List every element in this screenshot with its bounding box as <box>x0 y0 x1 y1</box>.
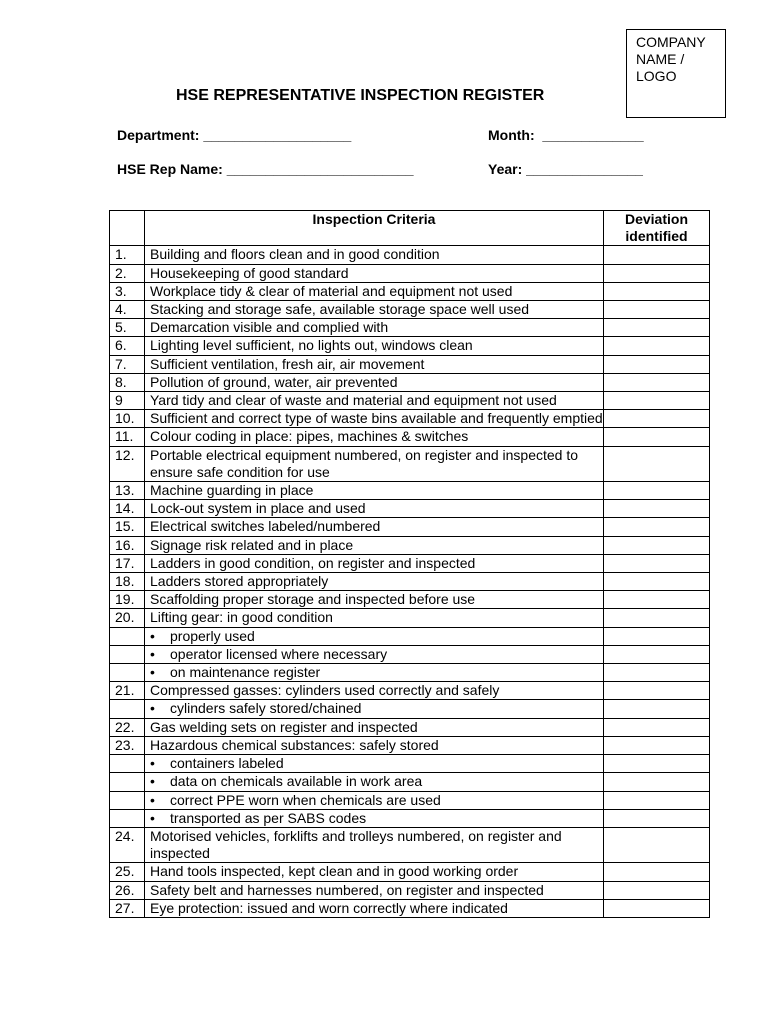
criterion-text: transported as per SABS codes <box>170 809 367 826</box>
criterion-text: Hand tools inspected, kept clean and in good working order <box>145 863 604 881</box>
criterion-text: Scaffolding proper storage and inspected before use <box>145 591 604 609</box>
criterion-text: correct PPE worn when chemicals are used <box>170 791 441 808</box>
row-number: 3. <box>110 282 145 300</box>
criterion-text: Safety belt and harnesses numbered, on register and inspected <box>145 881 604 899</box>
table-row <box>110 428 710 446</box>
table-row <box>110 863 710 881</box>
criterion-text: Pollution of ground, water, air prevented <box>145 373 604 391</box>
deviation-cell[interactable] <box>604 282 710 300</box>
criterion-text: Gas welding sets on register and inspected <box>145 718 604 736</box>
deviation-cell[interactable] <box>604 755 710 773</box>
criterion-text: operator licensed where necessary <box>170 645 388 662</box>
criterion-text: Signage risk related and in place <box>145 536 604 554</box>
company-logo-placeholder: COMPANY NAME / LOGO <box>626 29 726 118</box>
row-number <box>110 700 145 718</box>
row-number <box>110 645 145 663</box>
row-number: 12. <box>110 446 145 481</box>
inspection-register-table <box>109 210 710 918</box>
row-number: 27. <box>110 899 145 917</box>
criterion-text: Yard tidy and clear of waste and material and equipment not used <box>145 392 604 410</box>
deviation-cell[interactable] <box>604 264 710 282</box>
deviation-cell[interactable] <box>604 863 710 881</box>
table-row <box>110 282 710 300</box>
row-number: 23. <box>110 736 145 754</box>
criterion-text: data on chemicals available in work area <box>170 773 423 790</box>
row-number: 24. <box>110 827 145 862</box>
criterion-text: cylinders safely stored/chained <box>170 700 362 717</box>
year-field[interactable]: Year: _______________ <box>488 161 643 177</box>
row-number: 4. <box>110 301 145 319</box>
deviation-cell[interactable] <box>604 518 710 536</box>
criterion-text: Workplace tidy & clear of material and equipment not used <box>145 282 604 300</box>
table-row <box>110 573 710 591</box>
row-number: 22. <box>110 718 145 736</box>
row-number: 19. <box>110 591 145 609</box>
table-row <box>110 301 710 319</box>
criterion-text: on maintenance register <box>170 664 321 681</box>
bullet-icon: • <box>150 809 155 826</box>
bullet-icon: • <box>150 700 155 717</box>
header-number <box>110 211 145 246</box>
table-row <box>110 319 710 337</box>
deviation-cell[interactable] <box>604 881 710 899</box>
table-row <box>110 881 710 899</box>
row-number: 5. <box>110 319 145 337</box>
row-number: 25. <box>110 863 145 881</box>
row-number: 26. <box>110 881 145 899</box>
sub-criterion-cell <box>145 791 604 809</box>
row-number: 13. <box>110 482 145 500</box>
table-header-row <box>110 211 710 246</box>
table-row <box>110 482 710 500</box>
hse-rep-name-field[interactable]: HSE Rep Name: ________________________ <box>117 161 414 177</box>
table-row <box>110 736 710 754</box>
sub-criterion-cell <box>145 664 604 682</box>
criterion-text: Hazardous chemical substances: safely stored <box>145 736 604 754</box>
table-row <box>110 373 710 391</box>
table-row <box>110 682 710 700</box>
criterion-text: Machine guarding in place <box>145 482 604 500</box>
sub-criterion-cell <box>145 755 604 773</box>
row-number <box>110 627 145 645</box>
table-row <box>110 518 710 536</box>
bullet-icon: • <box>150 645 155 662</box>
table-row <box>110 809 710 827</box>
criterion-text: Ladders stored appropriately <box>145 573 604 591</box>
header-inspection-criteria: Inspection Criteria <box>145 211 604 246</box>
row-number: 7. <box>110 355 145 373</box>
bullet-icon: • <box>150 773 155 790</box>
row-number: 20. <box>110 609 145 627</box>
sub-criterion-cell <box>145 645 604 663</box>
deviation-cell[interactable] <box>604 773 710 791</box>
table-row <box>110 645 710 663</box>
deviation-cell[interactable] <box>604 645 710 663</box>
row-number: 6. <box>110 337 145 355</box>
row-number: 18. <box>110 573 145 591</box>
deviation-cell[interactable] <box>604 392 710 410</box>
row-number <box>110 755 145 773</box>
criterion-text: Lighting level sufficient, no lights out, windows clean <box>145 337 604 355</box>
deviation-cell[interactable] <box>604 500 710 518</box>
deviation-cell[interactable] <box>604 410 710 428</box>
criterion-text: Eye protection: issued and worn correctly where indicated <box>145 899 604 917</box>
criterion-text: Motorised vehicles, forklifts and trolleys numbered, on register and inspected <box>145 827 604 862</box>
row-number <box>110 664 145 682</box>
table-row <box>110 536 710 554</box>
deviation-cell[interactable] <box>604 609 710 627</box>
sub-criterion-cell <box>145 809 604 827</box>
table-row <box>110 264 710 282</box>
table-row <box>110 246 710 264</box>
row-number <box>110 809 145 827</box>
deviation-cell[interactable] <box>604 664 710 682</box>
table-row <box>110 446 710 481</box>
deviation-cell[interactable] <box>604 246 710 264</box>
sub-criterion-cell <box>145 700 604 718</box>
deviation-cell[interactable] <box>604 682 710 700</box>
deviation-cell[interactable] <box>604 791 710 809</box>
sub-criterion-cell <box>145 627 604 645</box>
deviation-cell[interactable] <box>604 355 710 373</box>
criterion-text: Compressed gasses: cylinders used correctly and safely <box>145 682 604 700</box>
table-row <box>110 337 710 355</box>
deviation-cell[interactable] <box>604 428 710 446</box>
table-row <box>110 609 710 627</box>
row-number: 15. <box>110 518 145 536</box>
criterion-text: Housekeeping of good standard <box>145 264 604 282</box>
deviation-cell[interactable] <box>604 573 710 591</box>
row-number: 11. <box>110 428 145 446</box>
table-row <box>110 791 710 809</box>
row-number: 14. <box>110 500 145 518</box>
page-title: HSE REPRESENTATIVE INSPECTION REGISTER <box>176 87 545 104</box>
deviation-cell[interactable] <box>604 736 710 754</box>
deviation-cell[interactable] <box>604 446 710 481</box>
row-number <box>110 773 145 791</box>
table-row <box>110 773 710 791</box>
row-number: 17. <box>110 554 145 572</box>
table-row <box>110 591 710 609</box>
deviation-cell[interactable] <box>604 809 710 827</box>
table-row <box>110 554 710 572</box>
criterion-text: Building and floors clean and in good condition <box>145 246 604 264</box>
row-number: 10. <box>110 410 145 428</box>
deviation-cell[interactable] <box>604 627 710 645</box>
deviation-cell[interactable] <box>604 301 710 319</box>
deviation-cell[interactable] <box>604 373 710 391</box>
row-number <box>110 791 145 809</box>
row-number: 16. <box>110 536 145 554</box>
criterion-text: containers labeled <box>170 755 284 772</box>
table-row <box>110 700 710 718</box>
deviation-cell[interactable] <box>604 319 710 337</box>
bullet-icon: • <box>150 664 155 681</box>
table-row <box>110 899 710 917</box>
table-row <box>110 664 710 682</box>
deviation-cell[interactable] <box>604 536 710 554</box>
deviation-cell[interactable] <box>604 554 710 572</box>
bullet-icon: • <box>150 791 155 808</box>
bullet-icon: • <box>150 627 155 644</box>
row-number: 1. <box>110 246 145 264</box>
deviation-cell[interactable] <box>604 591 710 609</box>
deviation-cell[interactable] <box>604 482 710 500</box>
criterion-text: Portable electrical equipment numbered, on register and inspected to ensure safe condition for use <box>145 446 604 481</box>
bullet-icon: • <box>150 755 155 772</box>
criterion-text: Ladders in good condition, on register and inspected <box>145 554 604 572</box>
table-row <box>110 718 710 736</box>
table-body <box>110 246 710 918</box>
row-number: 9 <box>110 392 145 410</box>
sub-criterion-cell <box>145 773 604 791</box>
criterion-text: Colour coding in place: pipes, machines & switches <box>145 428 604 446</box>
month-field[interactable]: Month: _____________ <box>488 127 644 143</box>
criterion-text: Sufficient and correct type of waste bins available and frequently emptied <box>145 410 604 428</box>
deviation-cell[interactable] <box>604 827 710 862</box>
row-number: 2. <box>110 264 145 282</box>
table-row <box>110 627 710 645</box>
deviation-cell[interactable] <box>604 700 710 718</box>
criterion-text: Stacking and storage safe, available storage space well used <box>145 301 604 319</box>
criterion-text: properly used <box>170 627 255 644</box>
table-row <box>110 500 710 518</box>
criterion-text: Electrical switches labeled/numbered <box>145 518 604 536</box>
department-field[interactable]: Department: ___________________ <box>117 127 352 143</box>
row-number: 8. <box>110 373 145 391</box>
table-row <box>110 410 710 428</box>
criterion-text: Sufficient ventilation, fresh air, air movement <box>145 355 604 373</box>
criterion-text: Lifting gear: in good condition <box>145 609 604 627</box>
table-row <box>110 355 710 373</box>
table-row <box>110 827 710 862</box>
deviation-cell[interactable] <box>604 337 710 355</box>
deviation-cell[interactable] <box>604 718 710 736</box>
row-number: 21. <box>110 682 145 700</box>
table-row <box>110 392 710 410</box>
deviation-cell[interactable] <box>604 899 710 917</box>
criterion-text: Lock-out system in place and used <box>145 500 604 518</box>
header-deviation-identified: Deviation identified <box>604 211 710 246</box>
criterion-text: Demarcation visible and complied with <box>145 319 604 337</box>
table-row <box>110 755 710 773</box>
